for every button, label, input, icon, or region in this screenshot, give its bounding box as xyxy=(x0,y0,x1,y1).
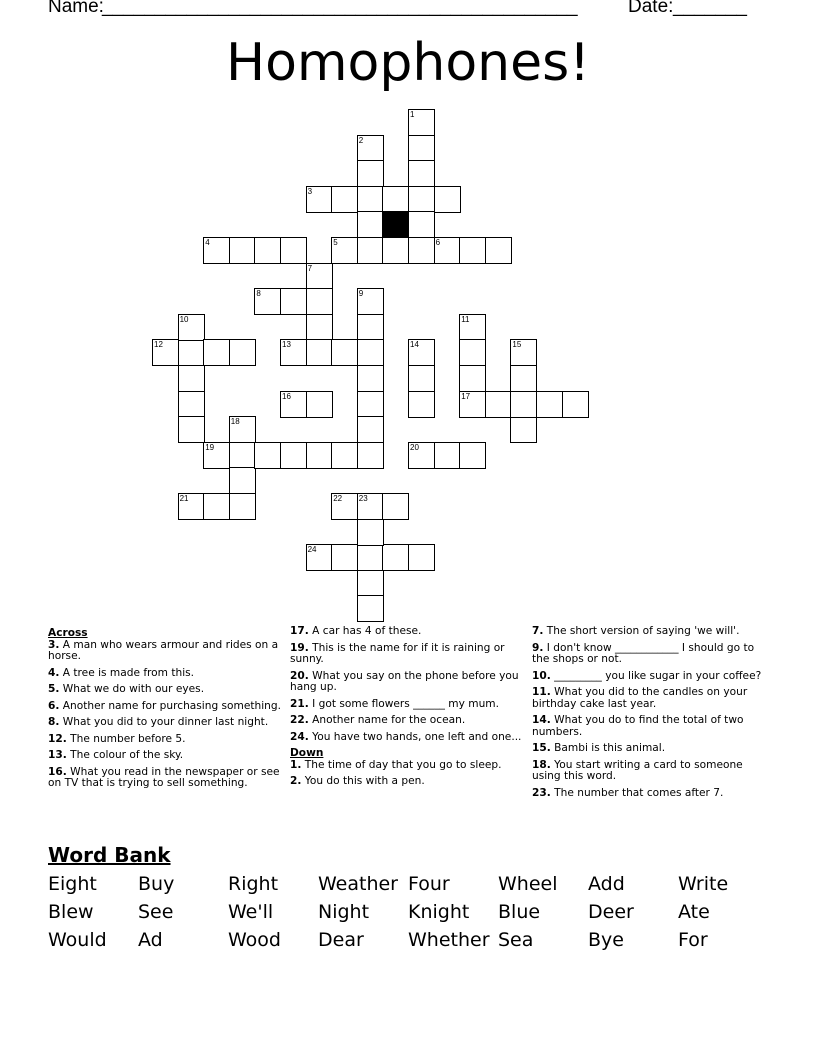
clue-down-7: 7. The short version of saying 'we will'. xyxy=(532,625,740,637)
word-bank-word: See xyxy=(138,901,174,923)
across-heading: Across xyxy=(48,627,88,639)
crossword-cell[interactable] xyxy=(434,186,461,213)
crossword-cell[interactable] xyxy=(382,237,409,264)
clue-across-21: 21. I got some flowers ______ my mum. xyxy=(290,697,499,710)
clue-down-15: 15. Bambi is this animal. xyxy=(532,742,666,754)
crossword-cell[interactable] xyxy=(229,493,256,520)
word-bank-word: Wheel xyxy=(498,873,558,895)
page-title: Homophones! xyxy=(225,33,591,93)
clue-across-12: 12. The number before 5. xyxy=(48,732,186,745)
crossword-cell[interactable] xyxy=(357,570,384,597)
clue-across-16: 16. What you read in the newspaper or see on TV that is trying to sell something. xyxy=(48,765,280,789)
crossword-cell[interactable] xyxy=(510,339,537,366)
crossword-cell[interactable] xyxy=(459,442,486,469)
word-bank-word: Deer xyxy=(588,901,634,923)
word-bank-word: Right xyxy=(228,873,279,895)
crossword-cell[interactable] xyxy=(229,416,256,443)
crossword-cell[interactable] xyxy=(331,544,358,571)
clue-number: 21 xyxy=(179,494,189,503)
clue-across-22: 22. Another name for the ocean. xyxy=(290,714,466,726)
clue-number: 5 xyxy=(333,238,338,247)
crossword-cell[interactable] xyxy=(357,595,384,622)
clue-number: 3 xyxy=(307,186,313,196)
clue-across-20: 20. What you say on the phone before you hang up. xyxy=(290,669,519,693)
crossword-cell[interactable] xyxy=(382,493,409,520)
word-bank-word: Four xyxy=(408,873,450,895)
crossword-cell[interactable] xyxy=(357,493,384,520)
word-bank-word: Blue xyxy=(498,901,541,923)
clue-number: 17 xyxy=(461,391,471,401)
crossword-cell[interactable] xyxy=(229,467,256,494)
clue-number: 18 xyxy=(230,417,240,427)
word-bank-word: Night xyxy=(318,901,370,923)
crossword-cell[interactable] xyxy=(357,288,384,315)
crossword-cell[interactable] xyxy=(306,391,333,418)
word-bank-word: Blew xyxy=(48,901,94,923)
crossword-cell[interactable] xyxy=(306,288,333,315)
clue-across-4: 4. A tree is made from this. xyxy=(48,666,195,679)
crossword-cell[interactable] xyxy=(562,391,589,418)
crossword-cell[interactable] xyxy=(357,416,384,443)
clue-number: 22 xyxy=(333,494,343,503)
word-bank-word: Write xyxy=(678,873,729,895)
crossword-cell[interactable] xyxy=(331,339,358,366)
clue-down-18: 18. You start writing a card to someone using this word. xyxy=(532,758,743,782)
clue-column-1 xyxy=(48,626,283,795)
crossword-cell[interactable] xyxy=(254,442,281,469)
crossword-cell[interactable] xyxy=(408,442,435,469)
crossword-cell[interactable] xyxy=(459,365,486,392)
clue-number: 8 xyxy=(256,289,261,299)
clue-across-6: 6. Another name for purchasing something. xyxy=(48,699,281,712)
name-field[interactable]: _____________________________________________ xyxy=(102,0,578,17)
clue-down-10: 10. _________ you like sugar in your coffee? xyxy=(532,669,762,682)
crossword-cell[interactable] xyxy=(459,391,486,418)
crossword-cell[interactable] xyxy=(536,391,563,418)
crossword-cell[interactable] xyxy=(280,391,307,418)
word-bank-word: Dear xyxy=(318,929,364,951)
clue-across-24: 24. You have two hands, one left and one... xyxy=(290,730,522,743)
crossword-cell[interactable] xyxy=(357,442,384,469)
word-bank-word: Add xyxy=(588,873,625,895)
word-bank-word: Wood xyxy=(228,929,281,951)
crossword-cell[interactable] xyxy=(408,237,435,264)
crossword-cell[interactable] xyxy=(357,314,384,341)
crossword-cell[interactable] xyxy=(203,339,230,366)
clue-number: 16 xyxy=(282,391,291,401)
clue-across-17: 17. A car has 4 of these. xyxy=(290,625,422,637)
crossword-cell[interactable] xyxy=(331,493,358,520)
crossword-cell[interactable] xyxy=(178,365,205,392)
clue-number: 15 xyxy=(512,340,522,350)
crossword-cell[interactable] xyxy=(178,391,205,418)
crossword-cell[interactable] xyxy=(229,442,256,469)
clue-number: 11 xyxy=(461,314,470,324)
date-field[interactable]: _______ xyxy=(673,0,747,17)
crossword-cell[interactable] xyxy=(331,442,358,469)
date-label: Date: xyxy=(628,0,674,17)
crossword-cell[interactable] xyxy=(485,391,512,418)
crossword-cell[interactable] xyxy=(408,365,435,392)
clue-across-19: 19. This is the name for if it is raining or sunny. xyxy=(290,641,505,665)
crossword-cell[interactable] xyxy=(408,391,435,418)
clue-number: 13 xyxy=(282,340,291,350)
crossword-cell[interactable] xyxy=(408,135,435,162)
crossword-cell[interactable] xyxy=(357,135,384,162)
clue-across-8: 8. What you did to your dinner last night. xyxy=(48,716,269,728)
word-bank-word: Ad xyxy=(138,929,163,951)
crossword-cell[interactable] xyxy=(408,186,435,213)
crossword-cell[interactable] xyxy=(408,339,435,366)
crossword-cell[interactable] xyxy=(459,314,486,341)
clue-column-2 xyxy=(290,626,525,793)
clue-number: 1 xyxy=(410,110,415,119)
clue-number: 24 xyxy=(307,545,317,555)
crossword-cell[interactable] xyxy=(382,544,409,571)
word-bank-word: Whether xyxy=(408,929,490,951)
word-bank-word: Buy xyxy=(138,873,175,895)
word-bank-title: Word Bank xyxy=(48,843,171,867)
word-bank-word: Bye xyxy=(588,929,624,951)
crossword-cell[interactable] xyxy=(280,237,307,264)
clue-down-14: 14. What you do to find the total of two numbers. xyxy=(532,714,744,738)
clue-down-1: 1. The time of day that you go to sleep. xyxy=(290,758,502,771)
clue-down-9: 9. I don't know ____________ I should go to the shops or not. xyxy=(532,641,755,665)
crossword-cell[interactable] xyxy=(331,186,358,213)
clue-down-23: 23. The number that comes after 7. xyxy=(532,786,724,799)
clue-across-5: 5. What we do with our eyes. xyxy=(48,683,205,695)
word-bank-word: Weather xyxy=(318,873,398,895)
clue-number: 9 xyxy=(358,289,364,299)
crossword-cell[interactable] xyxy=(434,237,461,264)
word-bank xyxy=(48,842,768,952)
clue-number: 12 xyxy=(154,340,163,350)
word-bank-word: Would xyxy=(48,929,107,951)
name-label: Name: xyxy=(48,0,104,17)
clues-section xyxy=(48,626,768,826)
clue-down-11: 11. What you did to the candles on your birthday cake last year. xyxy=(532,686,748,710)
crossword-cell[interactable] xyxy=(510,416,537,443)
clue-number: 19 xyxy=(205,442,215,452)
crossword-cell[interactable] xyxy=(510,391,537,418)
crossword-cell[interactable] xyxy=(357,237,384,264)
crossword-cell[interactable] xyxy=(357,365,384,392)
crossword-cell[interactable] xyxy=(357,391,384,418)
clue-number: 10 xyxy=(179,314,189,324)
crossword-cell[interactable] xyxy=(306,442,333,469)
crossword-cell[interactable] xyxy=(459,339,486,366)
clue-number: 7 xyxy=(307,263,313,273)
word-bank-word: For xyxy=(678,929,708,951)
crossword-cell[interactable] xyxy=(408,109,435,136)
crossword-cell[interactable] xyxy=(254,237,281,264)
crossword-cell[interactable] xyxy=(178,314,205,341)
crossword-cell[interactable] xyxy=(357,339,384,366)
crossword-cell[interactable] xyxy=(280,339,307,366)
crossword-cell[interactable] xyxy=(306,339,333,366)
crossword-cell[interactable] xyxy=(152,339,179,366)
word-bank-list xyxy=(48,872,768,952)
crossword-cell[interactable] xyxy=(331,237,358,264)
clue-column-3 xyxy=(532,626,767,804)
crossword-cell[interactable] xyxy=(357,186,384,213)
clue-number: 4 xyxy=(205,238,210,247)
clue-across-3: 3. A man who wears armour and rides on a horse. xyxy=(48,638,279,662)
crossword-cell[interactable] xyxy=(306,314,333,341)
crossword-cell[interactable] xyxy=(203,237,230,264)
crossword-cell[interactable] xyxy=(408,544,435,571)
word-bank-word: Knight xyxy=(408,901,470,923)
crossword-cell[interactable] xyxy=(178,416,205,443)
crossword-cell[interactable] xyxy=(408,160,435,187)
word-bank-word: Ate xyxy=(678,901,710,923)
crossword-cell[interactable] xyxy=(485,237,512,264)
crossword-cell[interactable] xyxy=(357,544,384,571)
crossword-cell[interactable] xyxy=(229,237,256,264)
crossword-cell[interactable] xyxy=(306,186,333,213)
clue-across-13: 13. The colour of the sky. xyxy=(48,749,184,761)
clue-number: 14 xyxy=(410,340,419,350)
crossword-cell[interactable] xyxy=(357,211,384,238)
crossword-block-cell xyxy=(382,211,409,238)
clue-number: 2 xyxy=(358,135,364,145)
clue-number: 20 xyxy=(410,442,419,452)
crossword-cell[interactable] xyxy=(306,263,333,290)
clue-down-2: 2. You do this with a pen. xyxy=(290,775,425,787)
crossword-cell[interactable] xyxy=(254,288,281,315)
crossword-cell[interactable] xyxy=(382,186,409,213)
crossword-cell[interactable] xyxy=(408,211,435,238)
crossword-cell[interactable] xyxy=(459,237,486,264)
crossword-cell[interactable] xyxy=(280,288,307,315)
crossword-cell[interactable] xyxy=(203,442,230,469)
crossword-cell[interactable] xyxy=(178,493,205,520)
crossword-cell[interactable] xyxy=(434,442,461,469)
word-bank-word: Eight xyxy=(48,873,97,895)
crossword-cell[interactable] xyxy=(510,365,537,392)
crossword-cell[interactable] xyxy=(203,493,230,520)
crossword-cell[interactable] xyxy=(357,519,384,546)
crossword-cell[interactable] xyxy=(229,339,256,366)
crossword-cell[interactable] xyxy=(357,160,384,187)
word-bank-word: Sea xyxy=(498,929,534,951)
crossword-cell[interactable] xyxy=(280,442,307,469)
clue-number: 23 xyxy=(358,494,368,503)
word-bank-word: We'll xyxy=(228,901,274,923)
clue-number: 6 xyxy=(435,238,441,247)
down-heading: Down xyxy=(290,747,324,759)
crossword-cell[interactable] xyxy=(306,544,333,571)
